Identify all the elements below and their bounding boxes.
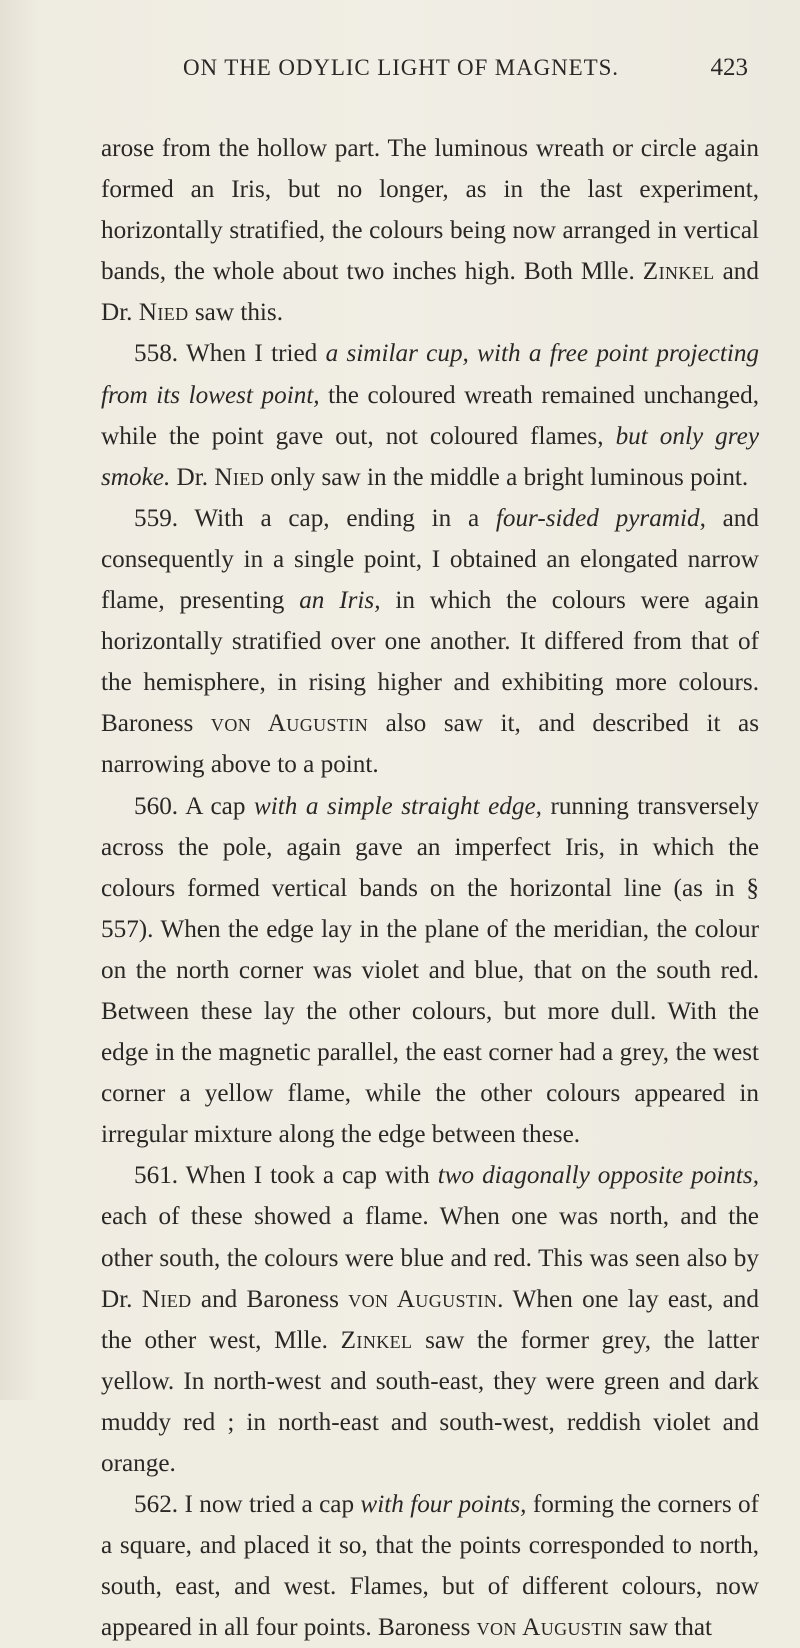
text-segment: 561. When I took a cap with xyxy=(134,1162,438,1190)
person-name: Nied xyxy=(141,1285,192,1313)
paragraph-559 xyxy=(101,498,759,786)
text-segment: saw that xyxy=(622,1614,713,1642)
text-segment: and Dr. xyxy=(101,258,759,327)
paragraph-562 xyxy=(101,1484,759,1648)
text-segment: and consequently in a single point, I obtained an elongated narrow flame, presenting xyxy=(101,504,759,615)
text-segment: the coloured wreath remained unchanged, while the point gave out, not coloured flames, xyxy=(101,381,759,450)
text-segment: When one lay east, and the other west, Mlle. xyxy=(101,1285,759,1354)
emphasis: four-sided pyramid, xyxy=(495,504,706,532)
paragraph-560 xyxy=(101,786,759,1156)
text-segment: saw the former grey, the latter yellow. In north-west and south-east, they were green and dark muddy red ; in north-east and south-west, reddish violet and orange. xyxy=(101,1326,759,1477)
page-number: 423 xyxy=(710,54,748,81)
paragraph-558 xyxy=(101,333,759,497)
person-name: Nied xyxy=(138,299,189,327)
person-name: von Augustin. xyxy=(348,1285,504,1313)
paragraph-continuation xyxy=(101,128,759,333)
page-body xyxy=(101,128,759,1648)
text-segment: saw this. xyxy=(188,299,284,327)
emphasis: with four points, xyxy=(360,1491,527,1519)
text-segment: also saw it, and described it as narrowing above to a point. xyxy=(101,710,760,779)
person-name: von Augustin xyxy=(210,710,369,738)
text-segment: 558. When I tried xyxy=(134,340,326,368)
text-segment: running transversely across the pole, again gave an imperfect Iris, in which the colours formed vertical bands on the horizontal line (as in § 557). When the edge lay in the plane of the meridian, the colour on the north corner was violet and blue, that on the south red. Between these lay the other colours, but more dull. With the edge in the magnetic parallel, the east corner had a grey, the west corner a yellow flame, while the other colours appeared in irregular mixture along the edge between these. xyxy=(101,792,759,1149)
text-segment: only saw in the middle a bright luminous point. xyxy=(264,463,749,491)
text-segment: arose from the hollow part. The luminous wreath or circle again formed an Iris, but no longer, as in the last experiment, horizontally stratified, the colours being now arranged in vertical bands, the whole about two inches high. Both Mlle. xyxy=(101,135,759,286)
emphasis: an Iris, xyxy=(299,587,381,615)
emphasis: with a simple straight edge, xyxy=(253,792,542,820)
text-segment: in which the colours were again horizontally stratified over one another. It differed from that of the hemisphere, in rising higher and exhibiting more colours. Baroness xyxy=(101,587,759,738)
text-segment: forming the corners of a square, and placed it so, that the points corresponded to north, south, east, and west. Flames, but of different colours, now appeared in all four points. Baroness xyxy=(101,1491,759,1642)
person-name: Nied xyxy=(214,463,265,491)
running-head: ON THE ODYLIC LIGHT OF MAGNETS. xyxy=(183,55,619,80)
emphasis: two diagonally opposite points, xyxy=(437,1162,759,1190)
text-segment: Dr. xyxy=(170,463,215,491)
text-segment: and Baroness xyxy=(191,1285,349,1313)
text-segment: 560. A cap xyxy=(134,792,254,820)
person-name: Zinkel xyxy=(642,258,715,286)
text-segment: 559. With a cap, ending in a xyxy=(134,504,496,532)
paragraph-561 xyxy=(101,1155,759,1484)
emphasis: a similar cup, with a free point projecting from its lowest point, xyxy=(101,340,760,409)
person-name: von Augustin xyxy=(476,1614,623,1642)
text-segment: 562. I now tried a cap xyxy=(134,1491,361,1519)
text-segment: each of these showed a flame. When one was north, and the other south, the colours were blue and red. This was seen also by Dr. xyxy=(101,1203,759,1313)
page-header xyxy=(183,54,748,82)
emphasis: but only grey smoke. xyxy=(101,422,760,491)
person-name: Zinkel xyxy=(340,1326,413,1354)
